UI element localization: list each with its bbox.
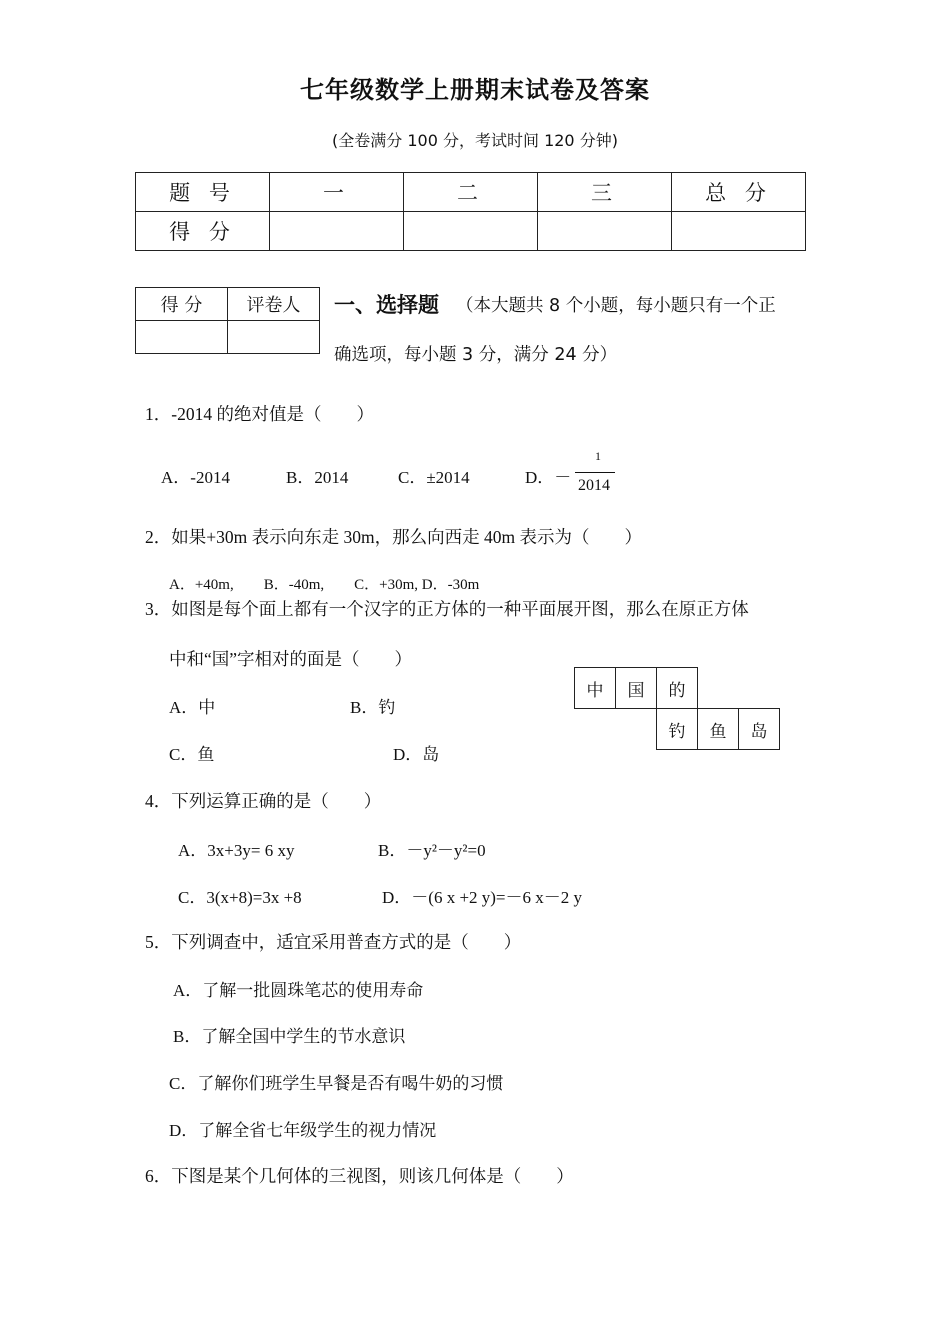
q3-option-d: D．岛	[393, 745, 440, 764]
q3-stem-cont: 中和“国”字相对的面是（ ）	[169, 649, 413, 669]
score-header-total: 总 分	[672, 173, 806, 212]
cube-net-top-row	[574, 667, 698, 709]
grader-header-score: 得 分	[136, 288, 228, 321]
section-1-description: （本大题共 8 个小题，每小题只有一个正	[456, 296, 776, 316]
q3-option-a: A．中	[169, 698, 216, 717]
q1-d-denominator: 2014	[578, 477, 610, 494]
grader-table	[135, 287, 320, 354]
q4-option-b: B．－y²－y²=0	[378, 841, 486, 860]
q1-option-d: D．－	[525, 468, 572, 487]
q1-option-a: A．-2014	[161, 468, 230, 487]
q6-stem: 6．下图是某个几何体的三视图，则该几何体是（ ）	[145, 1166, 574, 1186]
q5-option-a: A．了解一批圆珠笔芯的使用寿命	[173, 981, 424, 1000]
q3-stem: 3．如图是每个面上都有一个汉字的正方体的一种平面展开图，那么在原正方体	[145, 599, 749, 619]
q1-option-b: B．2014	[286, 468, 349, 487]
q1-option-c: C．±2014	[398, 468, 470, 487]
score-row-label: 得 分	[136, 212, 270, 251]
grader-cell-grader	[228, 321, 320, 354]
grader-cell-score	[136, 321, 228, 354]
q4-stem: 4．下列运算正确的是（ ）	[145, 791, 382, 811]
score-cell-part-3	[538, 212, 672, 251]
section-1-heading: 一、选择题	[334, 293, 439, 317]
q4-option-d: D．－(6 x +2 y)=－6 x－2 y	[382, 888, 583, 907]
score-cell-total	[672, 212, 806, 251]
net-face: 钓	[657, 709, 698, 750]
q1-d-numerator: 1	[595, 449, 601, 463]
q2-stem: 2．如果+30m 表示向东走 30m，那么向西走 40m 表示为（ ）	[145, 527, 642, 547]
q4-option-c: C．3(x+8)=3x +8	[178, 888, 302, 907]
score-header-part-2: 二	[404, 173, 538, 212]
q1-stem: 1．-2014 的绝对值是（ ）	[145, 404, 374, 424]
net-face: 岛	[739, 709, 780, 750]
q5-option-c: C．了解你们班学生早餐是否有喝牛奶的习惯	[169, 1074, 504, 1093]
cube-net-bottom-row	[656, 708, 780, 750]
score-header-part-1: 一	[270, 173, 404, 212]
net-face: 的	[657, 668, 698, 709]
score-table	[135, 172, 806, 251]
score-header-part-3: 三	[538, 173, 672, 212]
q5-stem: 5．下列调查中，适宜采用普查方式的是（ ）	[145, 932, 522, 952]
page-title: 七年级数学上册期末试卷及答案	[300, 76, 650, 104]
q5-option-d: D．了解全省七年级学生的视力情况	[169, 1121, 437, 1140]
net-face: 国	[616, 668, 657, 709]
q3-option-c: C．鱼	[169, 745, 215, 764]
q4-option-a: A．3x+3y= 6 xy	[178, 841, 295, 860]
exam-info: (全卷满分 100 分，考试时间 120 分钟)	[332, 131, 618, 150]
grader-header-grader: 评卷人	[228, 288, 320, 321]
section-1-description-cont: 确选项，每小题 3 分，满分 24 分）	[334, 345, 618, 365]
score-cell-part-2	[404, 212, 538, 251]
fraction-bar	[575, 472, 615, 473]
q3-option-b: B．钓	[350, 698, 396, 717]
net-face: 中	[575, 668, 616, 709]
net-face: 鱼	[698, 709, 739, 750]
score-cell-part-1	[270, 212, 404, 251]
score-header-question-no: 题 号	[136, 173, 270, 212]
q2-options: A．+40m, B．-40m, C．+30m, D．-30m	[169, 577, 480, 593]
q5-option-b: B．了解全国中学生的节水意识	[173, 1027, 406, 1046]
